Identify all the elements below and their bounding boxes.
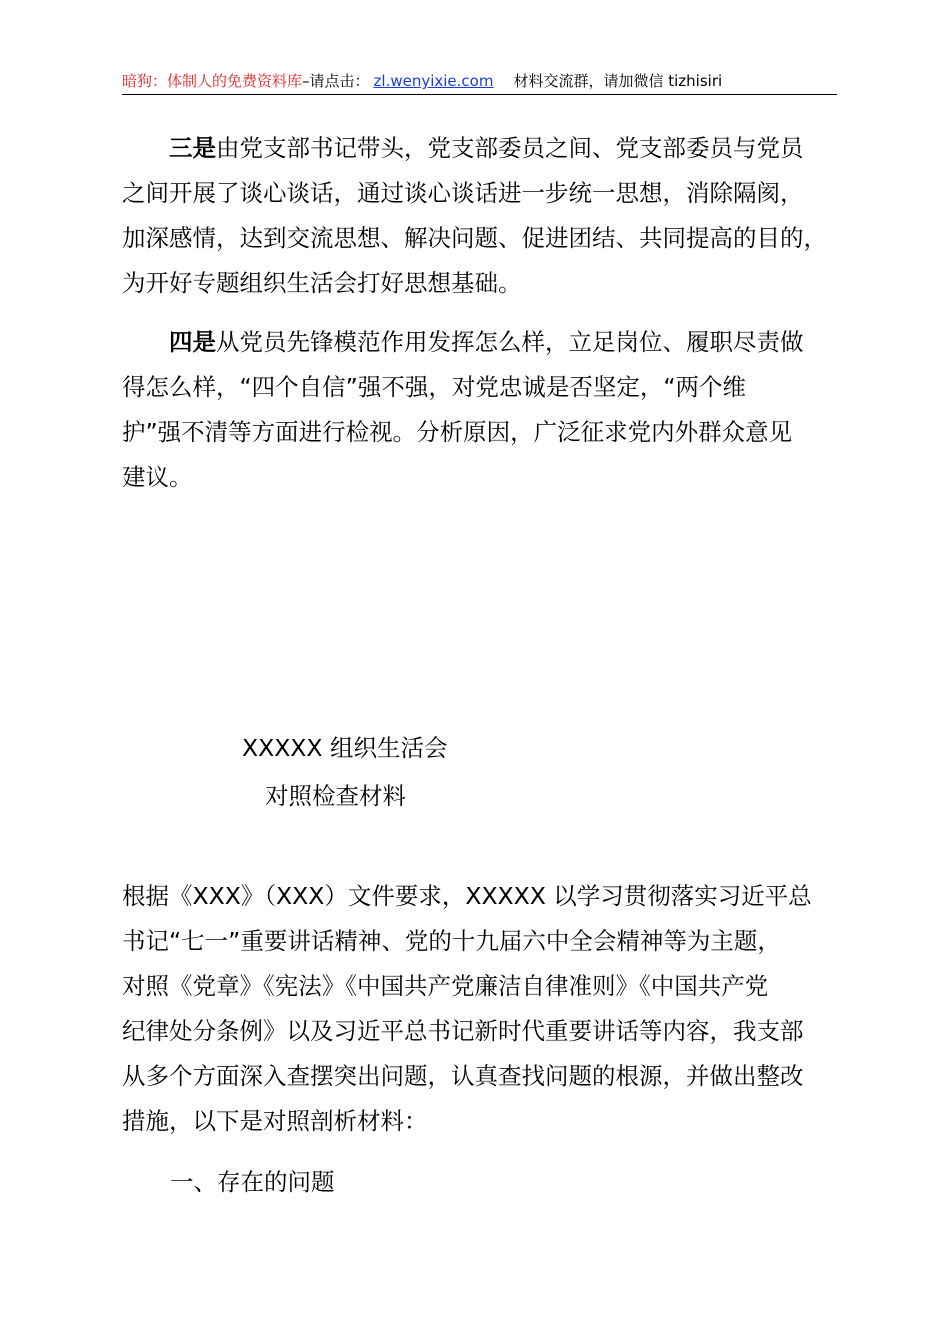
paragraph-four bbox=[122, 320, 852, 500]
paragraph-line: 加深感情，达到交流思想、解决问题、促进团结、共同提高的目的， bbox=[122, 224, 827, 252]
paragraph-line: 建议。 bbox=[122, 463, 193, 491]
intro-paragraph bbox=[122, 874, 852, 1144]
document-title: XXXXX 组织生活会 bbox=[242, 734, 448, 762]
paragraph-three bbox=[122, 126, 852, 306]
document-subtitle: 对照检查材料 bbox=[265, 782, 406, 810]
paragraph-lead: 四是 bbox=[169, 328, 216, 356]
paragraph-line: 之间开展了谈心谈话，通过谈心谈话进一步统一思想，消除隔阂， bbox=[122, 179, 804, 207]
paragraph-line: 护”强不清等方面进行检视。分析原因，广泛征求党内外群众意见 bbox=[122, 418, 793, 446]
header-click-prefix: –请点击： bbox=[302, 72, 370, 90]
header-link[interactable]: zl.wenyixie.com bbox=[373, 72, 494, 90]
paragraph-line: 为开好专题组织生活会打好思想基础。 bbox=[122, 269, 522, 297]
paragraph-line: 从多个方面深入查摆突出问题，认真查找问题的根源，并做出整改 bbox=[122, 1062, 804, 1090]
paragraph-line: 得怎么样，“四个自信”强不强，对党忠诚是否坚定，“两个维 bbox=[122, 373, 747, 401]
page-header bbox=[122, 70, 837, 95]
paragraph-lead: 三是 bbox=[169, 134, 216, 162]
header-group-info: 材料交流群，请加微信 tizhisiri bbox=[513, 72, 723, 90]
paragraph-line: 措施，以下是对照剖析材料： bbox=[122, 1107, 428, 1135]
header-brand: 暗狗：体制人的免费资料库 bbox=[122, 72, 303, 90]
paragraph-line: 对照《党章》《宪法》《中国共产党廉洁自律准则》《中国共产党 bbox=[122, 972, 769, 1000]
paragraph-line: 纪律处分条例》以及习近平总书记新时代重要讲话等内容，我支部 bbox=[122, 1017, 804, 1045]
paragraph-line: 根据《XXX》（XXX）文件要求，XXXXX 以学习贯彻落实习近平总 bbox=[122, 882, 812, 910]
paragraph-line: 三是由党支部书记带头，党支部委员之间、党支部委员与党员 bbox=[169, 134, 804, 162]
paragraph-line: 书记“七一”重要讲话精神、党的十九届六中全会精神等为主题， bbox=[122, 927, 781, 955]
paragraph-line: 四是从党员先锋模范作用发挥怎么样，立足岗位、履职尽责做 bbox=[169, 328, 804, 356]
section-heading: 一、存在的问题 bbox=[170, 1168, 335, 1196]
